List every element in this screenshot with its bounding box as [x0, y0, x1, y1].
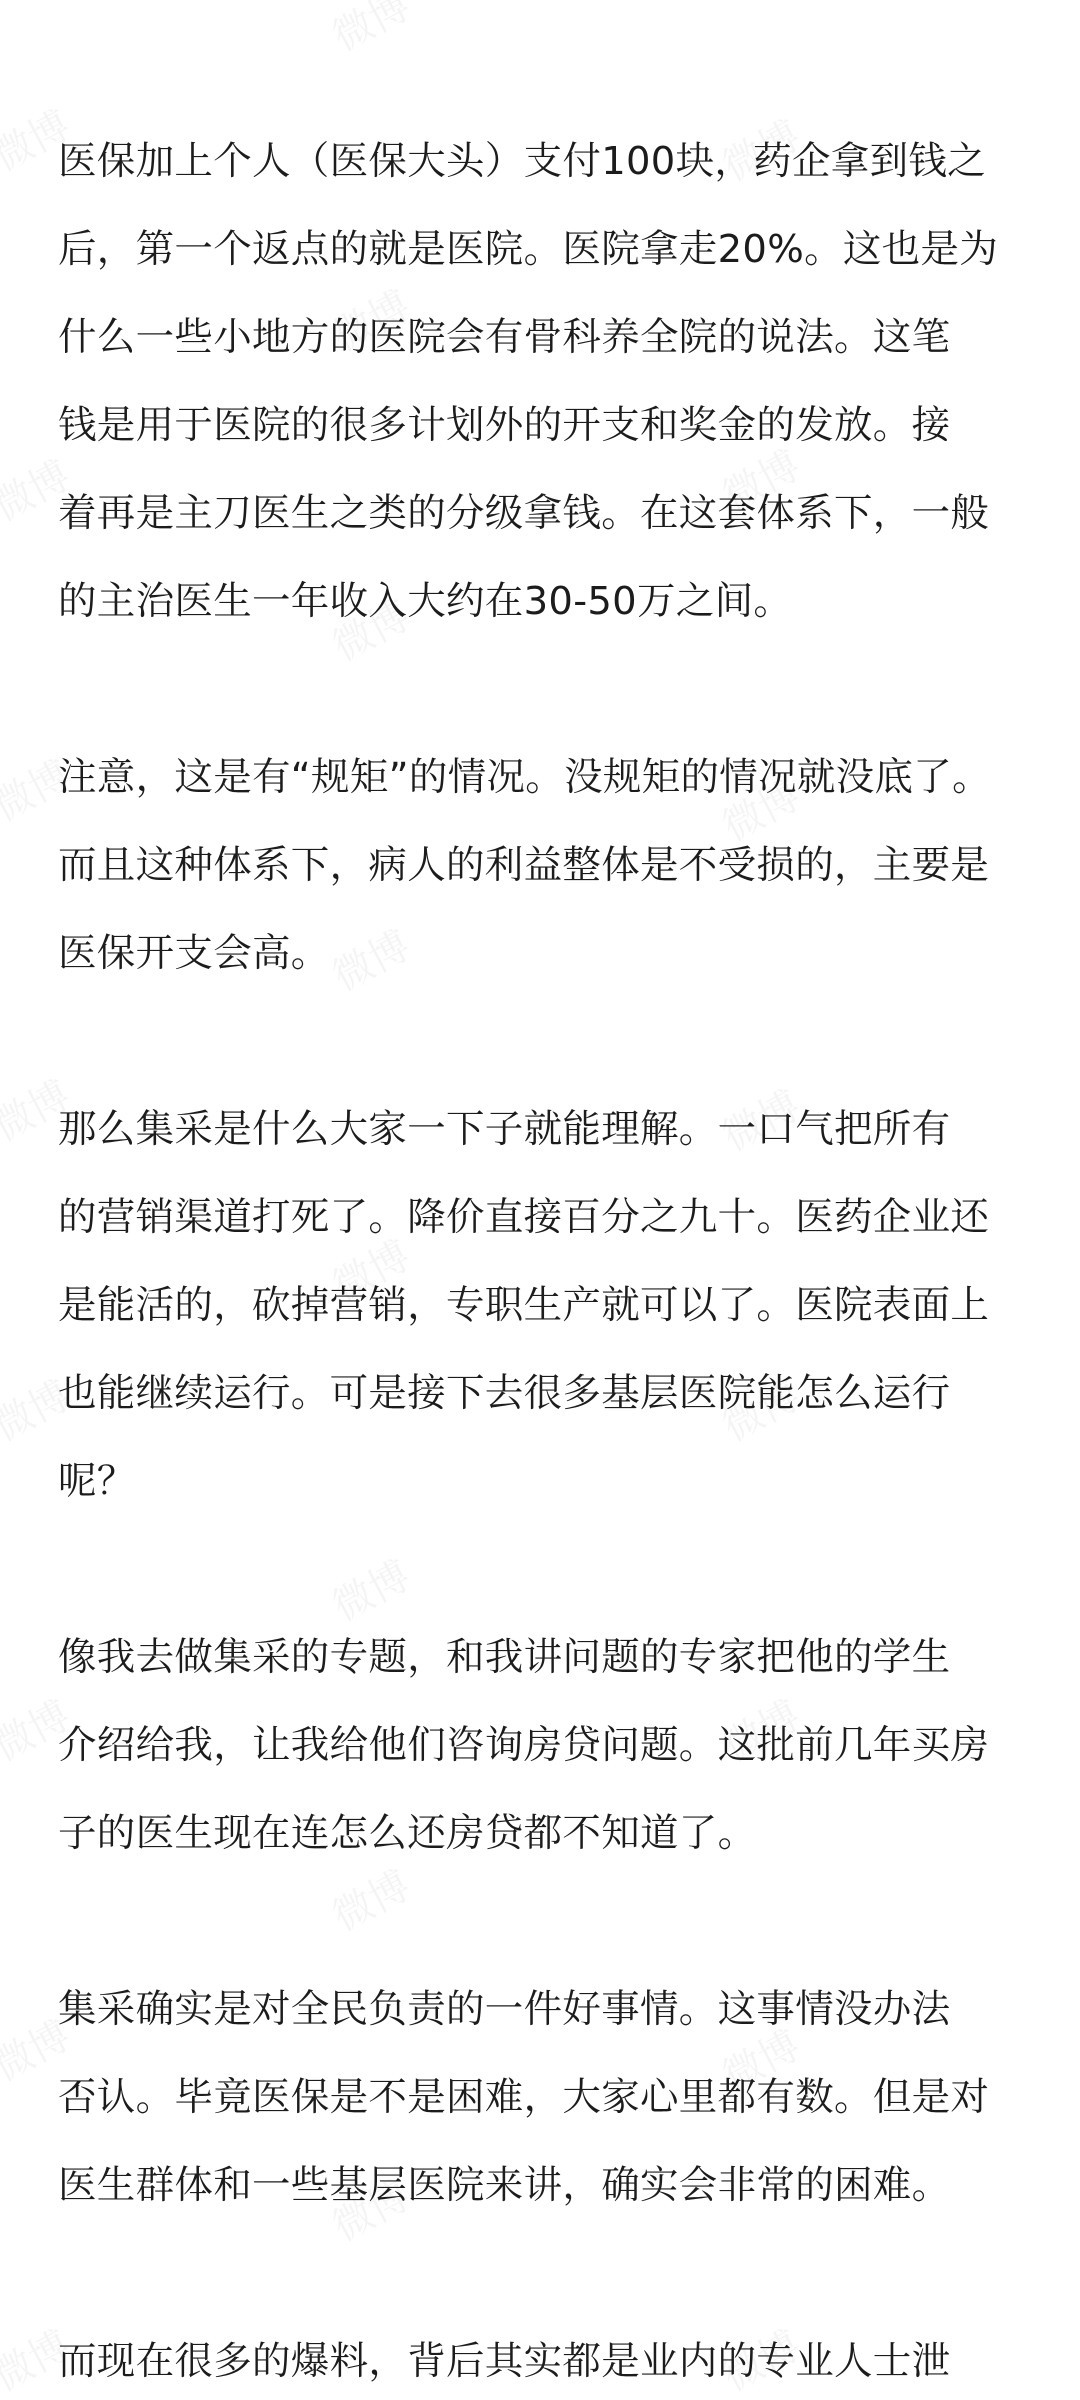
text-line: 否认。毕竟医保是不是困难，大家心里都有数。但是对: [58, 2075, 990, 2120]
text-line: 医保加上个人（医保大头）支付100块，药企拿到钱之: [58, 139, 986, 184]
text-line: 的主治医生一年收入大约在30-50万之间。: [58, 579, 793, 624]
paragraph: [58, 1086, 1028, 1526]
text-line: 后，第一个返点的就是医院。医院拿走20%。这也是为: [58, 227, 999, 272]
paragraph: [58, 2318, 1028, 2400]
text-line: 医生群体和一些基层医院来讲，确实会非常的困难。: [58, 2163, 951, 2208]
text-line: 子的医生现在连怎么还房贷都不知道了。: [58, 1811, 757, 1856]
paragraph: [58, 734, 1028, 998]
text-line: 介绍给我，让我给他们咨询房贷问题。这批前几年买房: [58, 1723, 990, 1768]
text-line: 像我去做集采的专题，和我讲问题的专家把他的学生: [58, 1635, 951, 1680]
paragraph: [58, 118, 1028, 646]
paragraph: [58, 1614, 1028, 1878]
paragraph: [58, 1966, 1028, 2230]
text-line: 是能活的，砍掉营销，专职生产就可以了。医院表面上: [58, 1283, 990, 1328]
text-line: 着再是主刀医生之类的分级拿钱。在这套体系下，一般: [58, 491, 990, 536]
text-line: 的营销渠道打死了。降价直接百分之九十。医药企业还: [58, 1195, 990, 1240]
article-body: [58, 118, 1028, 2400]
text-line: 呢？: [58, 1459, 136, 1504]
text-line: 而且这种体系下，病人的利益整体是不受损的，主要是: [58, 843, 990, 888]
text-line: 而现在很多的爆料，背后其实都是业内的专业人士泄: [58, 2339, 951, 2384]
watermark-text: [321, 0, 418, 62]
text-line: 注意，这是有“规矩”的情况。没规矩的情况就没底了。: [58, 755, 991, 800]
text-line: 钱是用于医院的很多计划外的开支和奖金的发放。接: [58, 403, 951, 448]
text-line: 也能继续运行。可是接下去很多基层医院能怎么运行: [58, 1371, 951, 1416]
text-line: 那么集采是什么大家一下子就能理解。一口气把所有: [58, 1107, 951, 1152]
text-line: 什么一些小地方的医院会有骨科养全院的说法。这笔: [58, 315, 951, 360]
text-line: 医保开支会高。: [58, 931, 330, 976]
text-line: 集采确实是对全民负责的一件好事情。这事情没办法: [58, 1987, 951, 2032]
